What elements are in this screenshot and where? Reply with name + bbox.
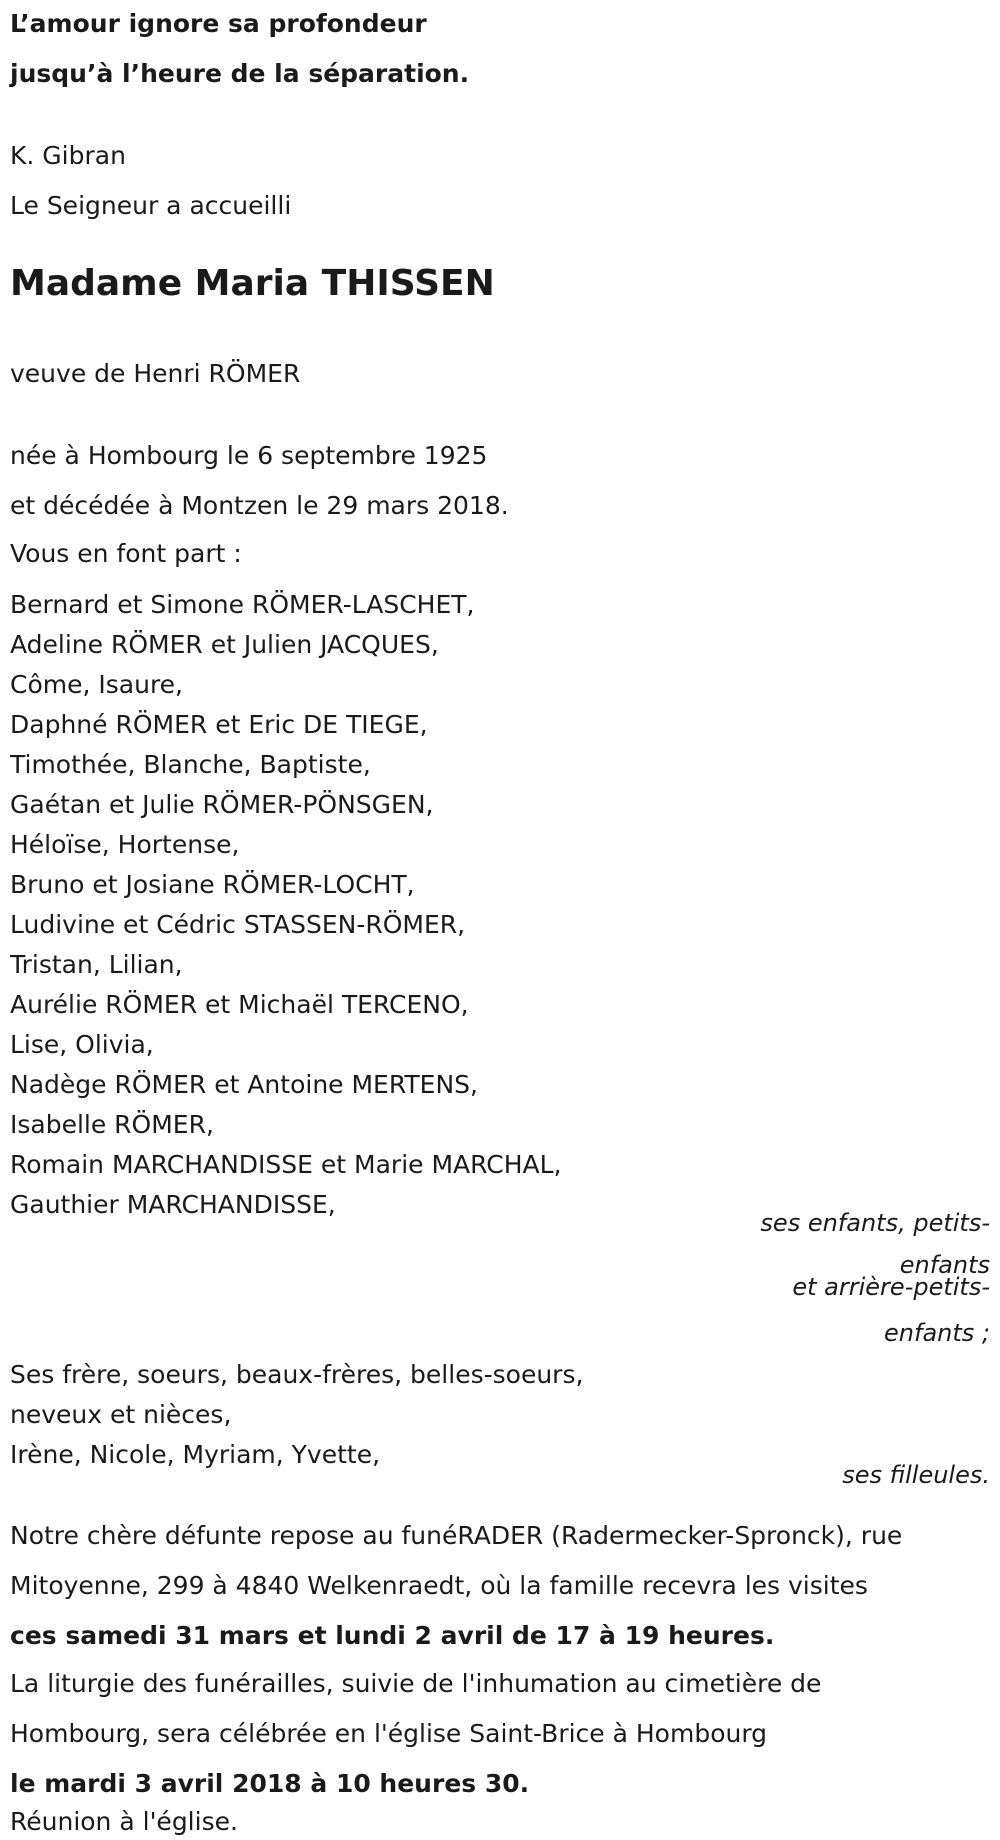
visits-line-2: Mitoyenne, 299 à 4840 Welkenraedt, où la famille recevra les visites [10,1571,868,1600]
list-item: Gauthier MARCHANDISSE, [10,1190,336,1219]
meeting-text: Réunion à l'église. [10,1807,238,1836]
quote-author: K. Gibran [10,141,126,170]
list-item: Lise, Olivia, [10,1030,154,1059]
birth-info: née à Hombourg le 6 septembre 1925 [10,441,488,470]
widow-of: veuve de Henri RÖMER [10,359,301,388]
relatives-list [10,1355,583,1475]
death-info: et décédée à Montzen le 29 mars 2018. [10,491,509,520]
list-item: Nadège RÖMER et Antoine MERTENS, [10,1070,478,1099]
visits-line-1: Notre chère défunte repose au funéRADER (Radermecker-Spronck), rue [10,1521,903,1550]
quote-line-1: L’amour ignore sa profondeur [10,9,427,38]
list-item: Héloïse, Hortense, [10,830,240,859]
relatives-role: ses filleules. [842,1461,990,1489]
announce-text: Vous en font part : [10,539,242,568]
list-item: Daphné RÖMER et Eric DE TIEGE, [10,710,428,739]
list-item: neveux et nièces, [10,1400,232,1429]
intro-text: Le Seigneur a accueilli [10,191,292,220]
liturgy-when: le mardi 3 avril 2018 à 10 heures 30. [10,1769,530,1798]
list-item: Timothée, Blanche, Baptiste, [10,750,371,779]
deceased-name: Madame Maria THISSEN [10,263,495,304]
family-role-line-4: enfants ; [884,1319,990,1347]
liturgy-line-2: Hombourg, sera célébrée en l'église Saint-Brice à Hombourg [10,1719,768,1748]
quote-line-2: jusqu’à l’heure de la séparation. [10,59,470,88]
family-role-line-1: ses enfants, petits- [760,1209,990,1237]
visits-when: ces samedi 31 mars et lundi 2 avril de 17 à 19 heures. [10,1621,775,1650]
list-item: Irène, Nicole, Myriam, Yvette, [10,1440,381,1469]
list-item: Bernard et Simone RÖMER-LASCHET, [10,590,475,619]
list-item: Bruno et Josiane RÖMER-LOCHT, [10,870,415,899]
list-item: Tristan, Lilian, [10,950,183,979]
list-item: Ludivine et Cédric STASSEN-RÖMER, [10,910,466,939]
family-list [10,585,562,1225]
list-item: Ses frère, soeurs, beaux-frères, belles-soeurs, [10,1360,584,1389]
list-item: Romain MARCHANDISSE et Marie MARCHAL, [10,1150,562,1179]
family-role-line-2: enfants [899,1251,990,1279]
family-role-line-3: et arrière-petits- [792,1273,990,1301]
list-item: Côme, Isaure, [10,670,183,699]
list-item: Aurélie RÖMER et Michaël TERCENO, [10,990,469,1019]
list-item: Isabelle RÖMER, [10,1110,214,1139]
list-item: Adeline RÖMER et Julien JACQUES, [10,630,439,659]
liturgy-line-1: La liturgie des funérailles, suivie de l'inhumation au cimetière de [10,1669,822,1698]
list-item: Gaétan et Julie RÖMER-PÖNSGEN, [10,790,434,819]
